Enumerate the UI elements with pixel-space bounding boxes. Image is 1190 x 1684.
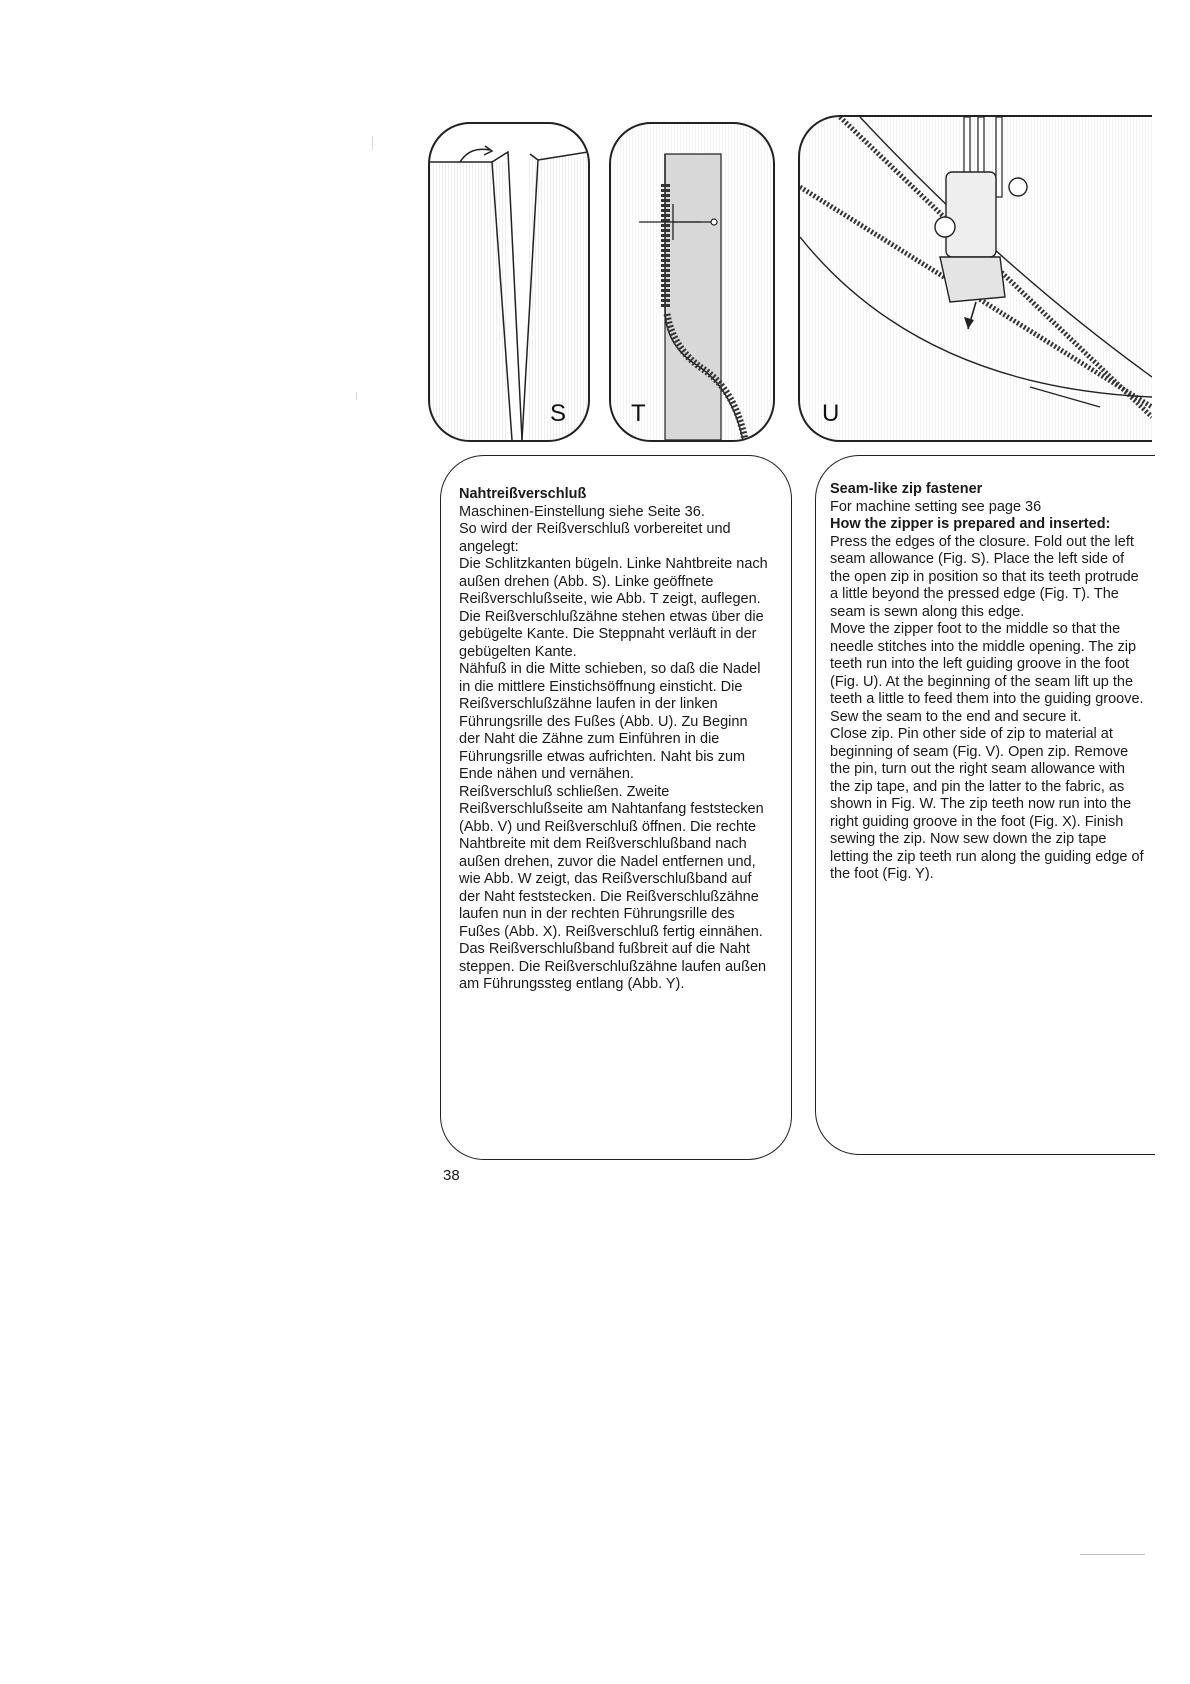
figure-t-label: T xyxy=(631,400,646,427)
figure-s-label: S xyxy=(549,400,566,427)
german-paragraph: So wird der Reißverschluß vorbereitet und angelegt: xyxy=(459,521,731,555)
english-subtitle: How the zipper is prepared and inserted: xyxy=(830,516,1111,532)
scan-artifact-mark xyxy=(372,136,373,150)
german-paragraph: Die Schlitzkanten bügeln. Linke Nahtbreite nach außen drehen (Abb. S). Linke geöffnete Reißverschlußseite, wie Abb. T zeigt, auflegen. Die Reißverschlußzähne stehen etwas über die gebügelte Kante. Die Steppnaht verläuft in der gebügelten Kante. xyxy=(459,556,768,660)
english-setting: For machine setting see page 36 xyxy=(830,498,1042,515)
german-paragraph: Reißverschluß schließen. Zweite Reißverschlußseite am Nahtanfang feststecken (Abb. V) und Reißverschluß öffnen. Die rechte Nahtbreite mit dem Reißverschlußband nach außen drehen, zuvor die Nadel entfernen und, wie Abb. W zeigt, das Reißverschlußband auf der Naht feststecken. Die Reißverschlußzähne laufen nun in der rechten Führungsrille des Fußes (Abb. X). Reißverschluß fertig einnähen. Das Reißverschlußband fußbreit auf die Naht steppen. Die Reißverschlußzähne laufen außen am Führungssteg entlang (Abb. Y). xyxy=(459,783,767,992)
german-paragraph: Nähfuß in die Mitte schieben, so daß die Nadel in die mittlere Einstichsöffnung einsticht. Die Reißverschlußzähne laufen in der linken Führungsrille des Fußes (Abb. U). Zu Beginn der Naht die Zähne zum Einführen in die Führungsrille etwas aufrichten. Naht bis zum Ende nähen und vernähen. xyxy=(459,661,761,782)
english-text-panel xyxy=(815,455,1155,1155)
figure-u xyxy=(798,115,1152,442)
english-title: Seam-like zip fastener xyxy=(830,481,983,497)
german-paragraph: Maschinen-Einstellung siehe Seite 36. xyxy=(459,503,705,520)
english-paragraph: Close zip. Pin other side of zip to material at beginning of seam (Fig. V). Open zip. Remove the pin, turn out the right seam allowance with the zip tape, and pin the latter to the fabric, as shown in Fig. W. The zip teeth now run into the right guiding groove in the foot (Fig. X). Finish sewing the zip. Now sew down the zip tape letting the zip teeth run along the guiding edge of the foot (Fig. Y). xyxy=(830,726,1144,882)
scan-artifact-line xyxy=(1080,1554,1145,1555)
english-paragraph: Press the edges of the closure. Fold out the left seam allowance (Fig. S). Place the left side of the open zip in position so that its teeth protrude a little beyond the pressed edge (Fig. T). The seam is sewn along this edge. xyxy=(830,533,1139,620)
figure-u-drawing xyxy=(800,117,1152,440)
german-text-panel xyxy=(440,455,792,1160)
english-paragraph: Move the zipper foot to the middle so that the needle stitches into the middle opening. The zip teeth run into the left guiding groove in the foot (Fig. U). At the beginning of the seam lift up the teeth a little to feed them into the guiding groove. Sew the seam to the end and secure it. xyxy=(830,621,1144,725)
figure-t-drawing xyxy=(611,124,773,440)
page-number: 38 xyxy=(443,1167,460,1184)
figure-u-label: U xyxy=(822,400,840,427)
figure-s xyxy=(428,122,590,442)
figure-t xyxy=(609,122,775,442)
figure-s-drawing xyxy=(430,124,588,440)
german-title: Nahtreißverschluß xyxy=(459,486,587,502)
scan-artifact-mark xyxy=(356,392,357,400)
